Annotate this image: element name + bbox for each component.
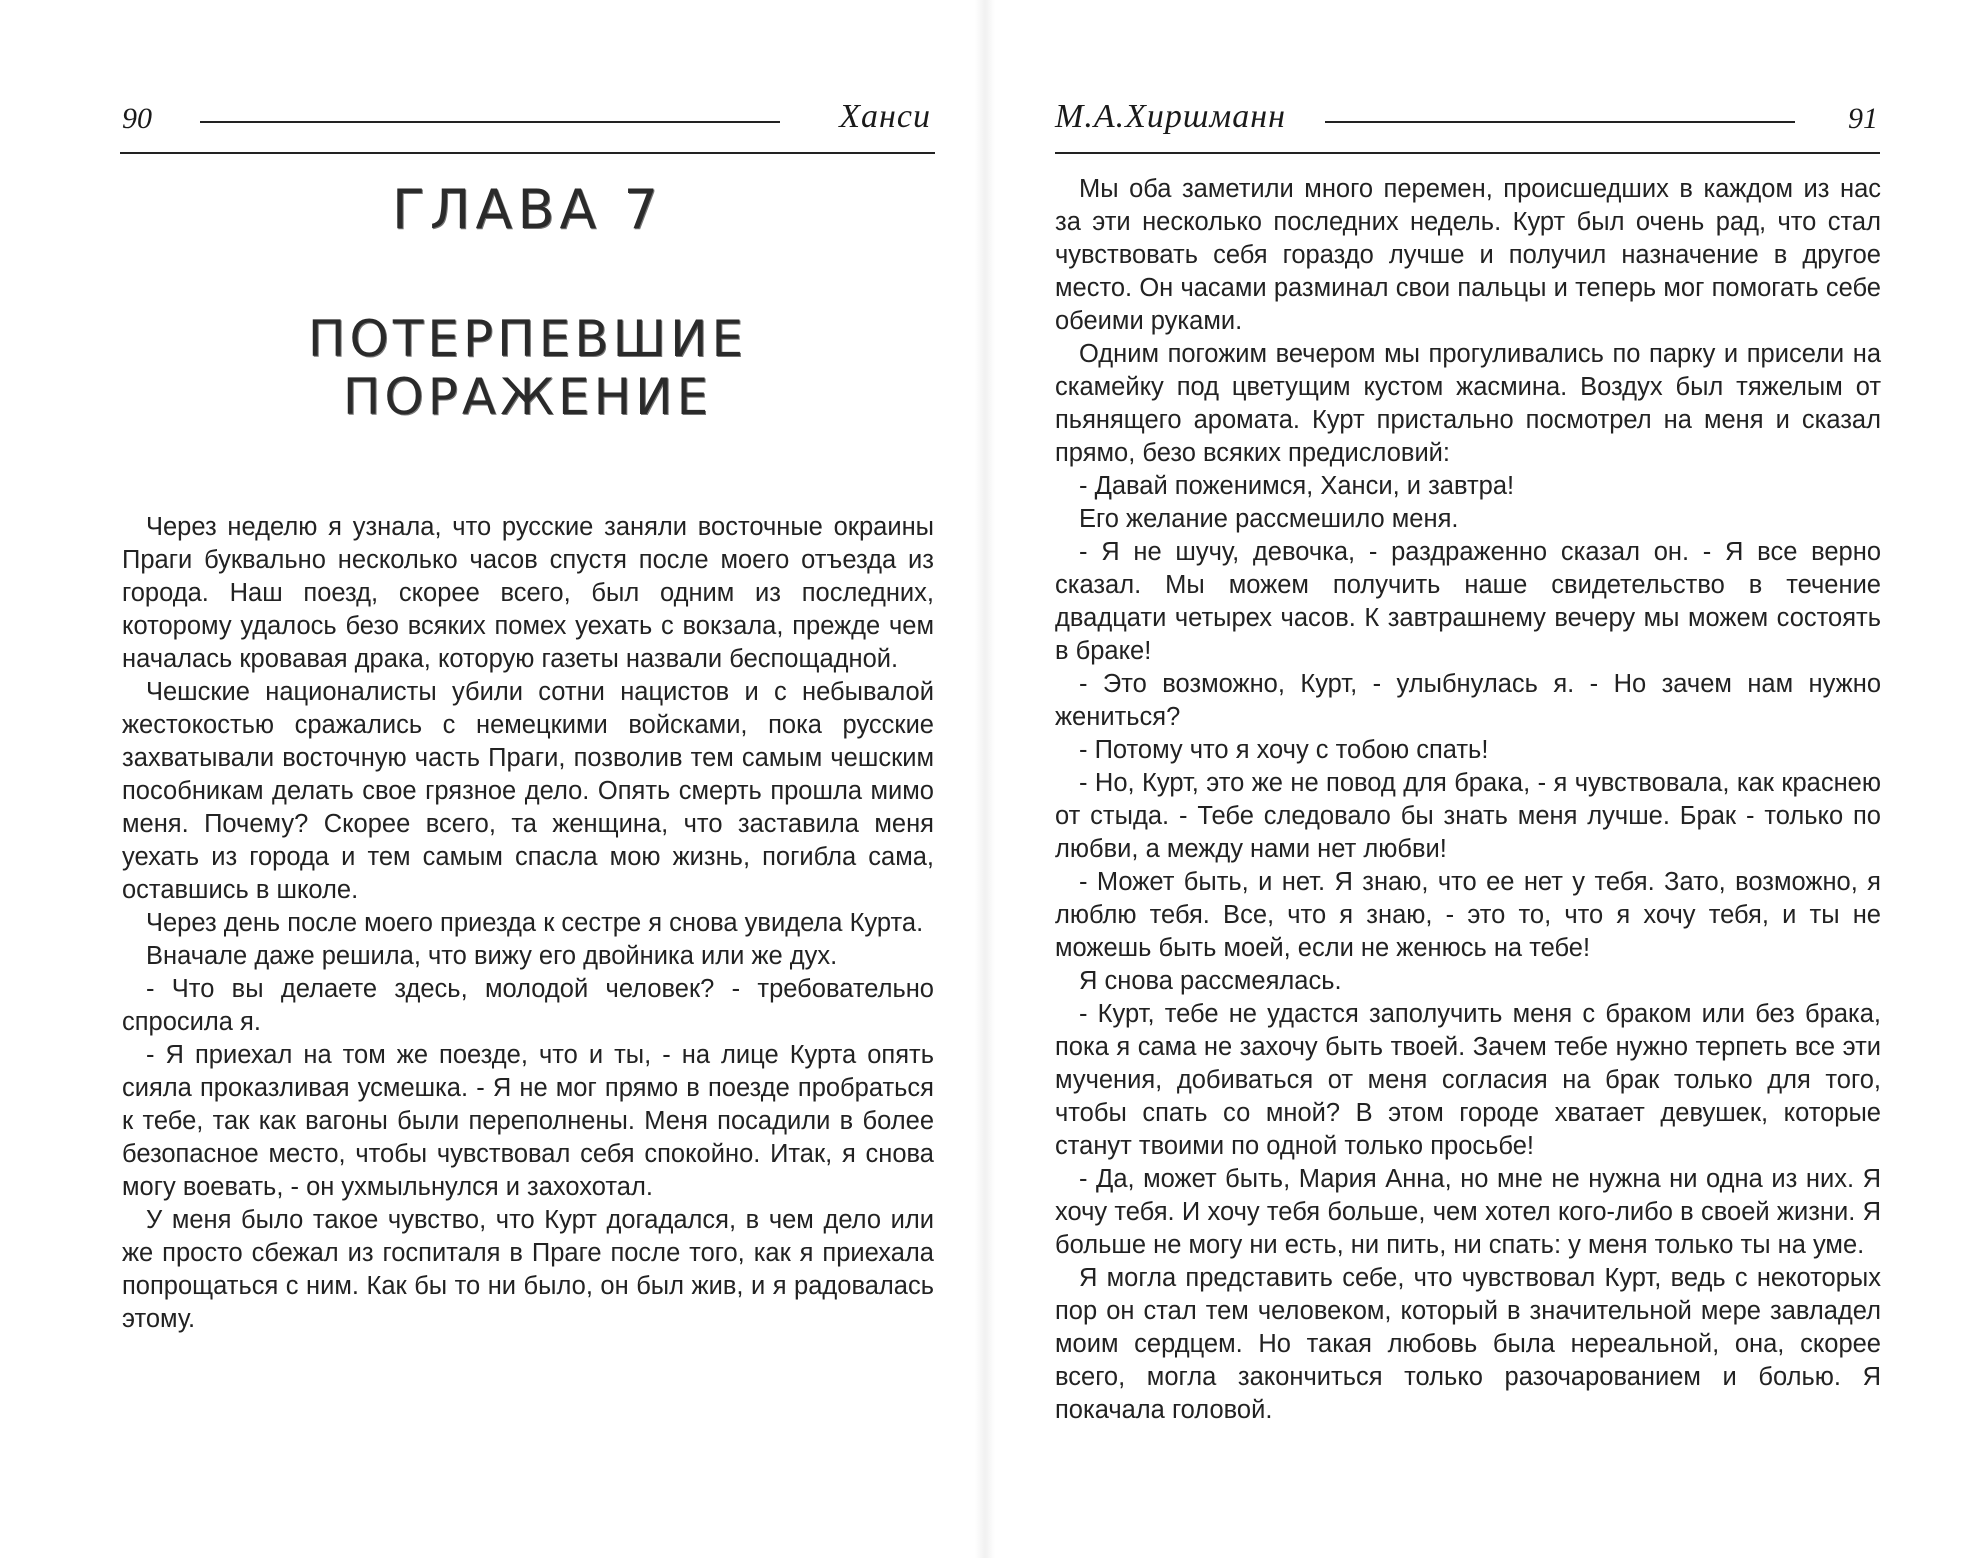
chapter-number: ГЛАВА 7 [392, 178, 663, 241]
paragraph: Его желание рассмешило меня. [1079, 505, 1459, 533]
page-number: 91 [1848, 102, 1878, 135]
paragraph: - Что вы делаете здесь, молодой человек? - требовательно спросила я. [122, 975, 934, 1036]
paragraph: Я могла представить себе, что чувствовал Курт, ведь с некоторых пор он стал тем человеком, который в значительной мере завладел моим сердцем. Но такая любовь была нереальной, она, скорее всего, могла закончиться только разочарованием и болью. Я покачала головой. [1055, 1264, 1881, 1424]
chapter-title: ПОТЕРПЕВШИЕ ПОРАЖЕНИЕ [307, 310, 748, 426]
header-rule-short [200, 121, 780, 123]
paragraph: Я снова рассмеялась. [1079, 967, 1342, 995]
right-page-header [1055, 92, 1880, 156]
paragraph: Вначале даже решила, что вижу его двойника или же дух. [146, 942, 838, 970]
running-head: Ханси [839, 98, 931, 135]
paragraph: - Это возможно, Курт, - улыбнулась я. - Но зачем нам нужно жениться? [1055, 670, 1881, 731]
paragraph: Одним погожим вечером мы прогуливались по парку и присели на скамейку под цветущим кустом жасмина. Воздух был тяжелым от пьянящего аромата. Курт пристально посмотрел на меня и сказал прямо, безо всяких предисловий: [1055, 340, 1881, 467]
header-rule-short [1325, 121, 1795, 123]
paragraph: У меня было такое чувство, что Курт догадался, в чем дело или же просто сбежал из госпиталя в Праге после того, как я приехала попрощаться с ним. Как бы то ни было, он был жив, и я радовалась этому. [122, 1206, 934, 1333]
running-head: М.А.Хиршманн [1055, 98, 1286, 135]
page-number: 90 [122, 102, 152, 135]
right-body-text [1055, 173, 1881, 1427]
paragraph: - Да, может быть, Мария Анна, но мне не нужна ни одна из них. Я хочу тебя. И хочу тебя больше, чем хотел кого-либо в своей жизни. Я больше не могу ни есть, ни пить, ни спать: у меня только ты на уме. [1055, 1165, 1881, 1259]
book-gutter [975, 0, 995, 1558]
left-page-header [120, 92, 935, 156]
header-rule [120, 152, 935, 154]
paragraph: - Но, Курт, это же не повод для брака, - я чувствовала, как краснею от стыда. - Тебе следовало бы знать меня лучше. Брак - только по любви, а между нами нет любви! [1055, 769, 1881, 863]
right-page [995, 0, 1987, 1558]
paragraph: - Курт, тебе не удастся заполучить меня с браком или без брака, пока я сама не захочу быть твоей. Зачем тебе нужно терпеть все эти мучения, добиваться от меня согласия на брак только для того, чтобы спать со мной? В этом городе хватает девушек, которые станут твоими по одной только просьбе! [1055, 1000, 1881, 1160]
left-page [0, 0, 975, 1558]
paragraph: - Может быть, и нет. Я знаю, что ее нет у тебя. Зато, возможно, я люблю тебя. Все, что я знаю, - это то, что я хочу тебя, и ты не можешь быть моей, если не женюсь на тебе! [1055, 868, 1881, 962]
paragraph: - Потому что я хочу с тобою спать! [1079, 736, 1489, 764]
paragraph: Чешские националисты убили сотни нацистов и с небывалой жестокостью сражались с немецкими войсками, пока русские захватывали восточную часть Праги, позволив тем самым чешским пособникам делать свое грязное дело. Опять смерть прошла мимо меня. Почему? Скорее всего, та женщина, что заставила меня уехать из города и тем самым спасла мою жизнь, погибла сама, оставшись в школе. [122, 678, 934, 904]
left-body-text [122, 511, 934, 1336]
paragraph: Через день после моего приезда к сестре я снова увидела Курта. [146, 909, 924, 937]
paragraph: - Я приехал на том же поезде, что и ты, - на лице Курта опять сияла проказливая усмешка. - Я не мог прямо в поезде пробраться к тебе, так как вагоны были переполнены. Меня посадили в более безопасное место, чтобы чувствовал себя спокойно. Итак, я снова могу воевать, - он ухмыльнулся и захохотал. [122, 1041, 934, 1201]
paragraph: Через неделю я узнала, что русские заняли восточные окраины Праги буквально несколько часов спустя после моего отъезда из города. Наш поезд, скорее всего, был одним из последних, которому удалось безо всяких помех уехать с вокзала, прежде чем началась кровавая драка, которую газеты назвали беспощадной. [122, 513, 934, 673]
paragraph: - Я не шучу, девочка, - раздраженно сказал он. - Я все верно сказал. Мы можем получить наше свидетельство в течение двадцати четырех часов. К завтрашнему вечеру мы можем состоять в браке! [1055, 538, 1881, 665]
paragraph: Мы оба заметили много перемен, происшедших в каждом из нас за эти несколько последних недель. Курт был очень рад, что стал чувствовать себя гораздо лучше и получил назначение в другое место. Он часами разминал свои пальцы и теперь мог помогать себе обеими руками. [1055, 175, 1881, 335]
header-rule [1055, 152, 1880, 154]
paragraph: - Давай поженимся, Ханси, и завтра! [1079, 472, 1515, 500]
